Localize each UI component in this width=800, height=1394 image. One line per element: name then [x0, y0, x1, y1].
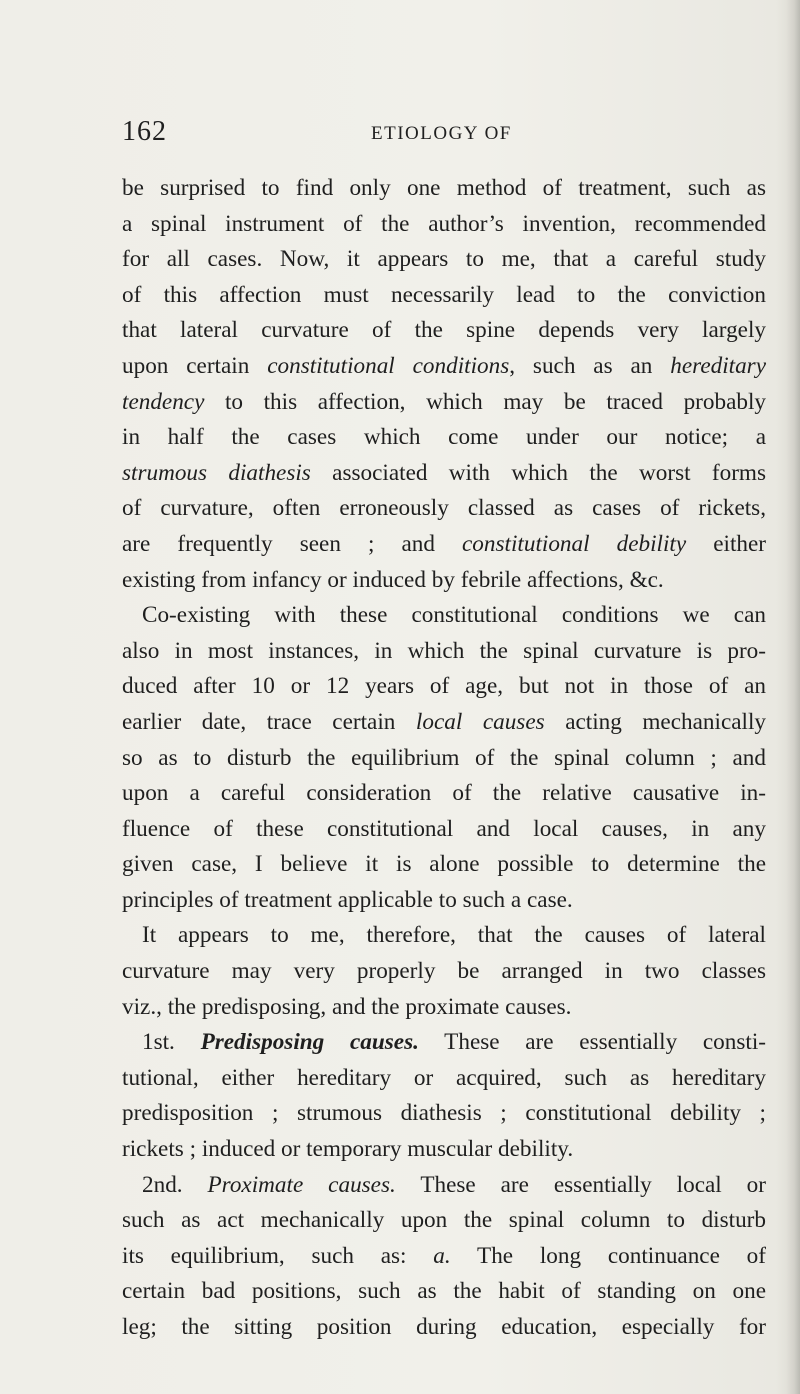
text-run: leg; the sitting position during education, especially for [122, 1314, 766, 1340]
text-line [122, 563, 766, 599]
text-line [122, 1025, 766, 1061]
text-run: such as act mechanically upon the spinal column to disturb [122, 1207, 766, 1234]
text-line [122, 776, 766, 812]
text-line [122, 1168, 766, 1204]
text-line [122, 1096, 766, 1132]
text-run: for all cases. Now, it appears to me, that a careful study [122, 246, 766, 273]
text-line [122, 741, 766, 777]
text-line [122, 990, 766, 1026]
body-text [122, 171, 766, 1346]
text-run: 1st. [142, 1029, 201, 1056]
text-run: principles of treatment applicable to such a case. [122, 886, 573, 913]
text-line [122, 491, 766, 527]
text-run: so as to disturb the equilibrium of the spinal column ; and [122, 744, 766, 771]
text-line [122, 171, 766, 207]
text-run: given case, I believe it is alone possible to determine the [122, 851, 766, 878]
text-run: certain bad positions, such as the habit of standing on one [122, 1278, 766, 1305]
emphasized-text: strumous diathesis [122, 459, 311, 486]
text-run: that lateral curvature of the spine depends very largely [122, 317, 766, 344]
text-line [122, 598, 766, 634]
text-line [122, 1203, 766, 1239]
emphasized-text: Proximate causes. [207, 1171, 396, 1198]
text-run: in half the cases which come under our notice; a [122, 424, 766, 451]
text-run: 2nd. [142, 1171, 208, 1198]
emphasized-text: hereditary [670, 352, 766, 379]
text-line [122, 420, 766, 456]
text-line [122, 385, 766, 421]
text-line [122, 634, 766, 670]
text-run: also in most instances, in which the spinal curvature is pro- [122, 637, 766, 664]
text-run: either [686, 530, 766, 557]
text-run: its equilibrium, such as: [122, 1242, 434, 1269]
text-run: upon certain [122, 352, 268, 379]
text-run: upon a careful consideration of the relative causative in- [122, 780, 766, 807]
text-run: curvature may very properly be arranged in two classes [122, 958, 766, 985]
text-line [122, 847, 766, 883]
text-run: acting mechanically [544, 708, 767, 735]
emphasized-text: local causes [415, 708, 545, 735]
text-run: predisposition ; strumous diathesis ; constitutional debility ; [122, 1100, 766, 1127]
text-run: duced after 10 or 12 years of age, but not in those of an [122, 673, 766, 700]
emphasized-text: constitutional conditions [267, 352, 510, 379]
emphasized-text: Predisposing causes. [200, 1029, 419, 1056]
text-run: Co-existing with these constitutional conditions we can [142, 602, 766, 629]
text-line [122, 527, 766, 563]
text-line [122, 349, 766, 385]
running-head: ETIOLOGY OF [371, 123, 512, 144]
text-line [122, 954, 766, 990]
text-run: It appears to me, therefore, that the causes of lateral [142, 922, 766, 949]
text-line [122, 1061, 766, 1097]
text-run: fluence of these constitutional and local causes, in any [122, 815, 766, 842]
text-run: are frequently seen ; and [122, 530, 463, 557]
text-run: tutional, either hereditary or acquired, such as hereditary [122, 1064, 766, 1091]
page-edge-shadow [786, 0, 800, 1394]
text-line [122, 705, 766, 741]
text-line [122, 278, 766, 314]
text-line [122, 1132, 766, 1168]
text-line [122, 883, 766, 919]
text-run: be surprised to find only one method of treatment, such as [122, 175, 766, 201]
text-line [122, 313, 766, 349]
text-line [122, 918, 766, 954]
text-line [122, 456, 766, 492]
text-line [122, 1239, 766, 1275]
text-run: The long continuance of [450, 1242, 766, 1269]
text-run: earlier date, trace certain [122, 708, 416, 735]
text-line [122, 1274, 766, 1310]
text-line [122, 207, 766, 243]
text-run: of this affection must necessarily lead to the conviction [122, 281, 766, 308]
text-line [122, 812, 766, 848]
text-line [122, 669, 766, 705]
text-run: a spinal instrument of the author’s invention, recommended [122, 210, 766, 237]
text-run: existing from infancy or induced by febrile affections, &c. [122, 566, 664, 593]
emphasized-text: a. [433, 1242, 451, 1269]
text-run: to this affection, which may be traced probably [204, 388, 766, 415]
text-run: of curvature, often erroneously classed as cases of rickets, [122, 495, 766, 522]
text-run: associated with which the worst forms [310, 459, 766, 486]
text-run: These are essentially local or [395, 1171, 766, 1198]
page-header [122, 114, 682, 154]
text-run: viz., the predisposing, and the proximate causes. [122, 993, 572, 1020]
emphasized-text: tendency [122, 388, 205, 415]
text-run: rickets ; induced or temporary muscular debility. [122, 1136, 574, 1163]
emphasized-text: constitutional debility [462, 530, 687, 557]
text-line [122, 242, 766, 278]
page-number: 162 [122, 116, 167, 147]
text-run: These are essentially consti- [418, 1029, 766, 1056]
text-line [122, 1310, 766, 1346]
text-run: , such as an [509, 352, 671, 379]
